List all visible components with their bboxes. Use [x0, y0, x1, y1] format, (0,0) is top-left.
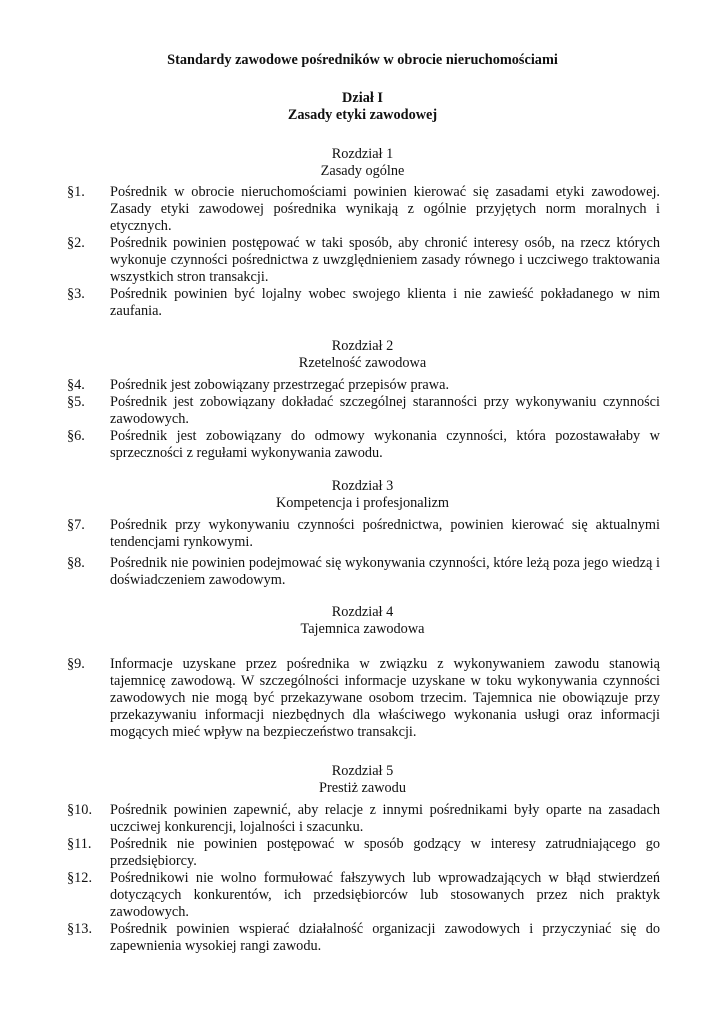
paragraph-number: §3. — [67, 286, 85, 302]
chapter-4-heading — [0, 604, 725, 638]
paragraph-number: §2. — [67, 235, 85, 251]
chapter-label: Rozdział 1 — [331, 146, 394, 162]
paragraph-text: Pośrednikowi nie wolno formułować fałszywych lub wprowadzających w błąd stwierdzeń dotyczących konkurentów, ich przedsiębiorców lub stosowanych przez nich praktyk zawodowych. — [110, 870, 660, 920]
paragraph-text: Pośrednik powinien postępować w taki sposób, aby chronić interesy osób, na rzecz których wykonuje czynności pośrednictwa z uwzględnieniem zasady równego i uczciwego traktowania wszystkich stron transakcji. — [110, 235, 660, 285]
chapter-title: Rzetelność zawodowa — [298, 355, 427, 371]
paragraph-text: Pośrednik przy wykonywaniu czynności pośrednictwa, powinien kierować się aktualnymi tendencjami rynkowymi. — [110, 517, 660, 550]
paragraph-text: Informacje uzyskane przez pośrednika w związku z wykonywaniem zawodu stanowią tajemnicę zawodową. W szczególności informacje uzyskane w toku wykonywania czynności zawodowych nie mogą być przekazywane osobom trzecim. Tajemnica nie obowiązuje przy przekazywaniu informacji niezbędnych dla właściwego wykonania usługi oraz informacji mogących mieć wpływ na bezpieczeństwo transakcji. — [110, 656, 660, 740]
chapter-title: Prestiż zawodu — [319, 780, 406, 796]
paragraph-number: §1. — [67, 184, 85, 200]
paragraph-text: Pośrednik jest zobowiązany dokładać szczególnej staranności przy wykonywaniu czynności zawodowych. — [110, 394, 660, 427]
chapter-1-heading — [0, 146, 725, 180]
paragraph-text: Pośrednik jest zobowiązany do odmowy wykonania czynności, która pozostawałaby w sprzeczności z regułami wykonywania zawodu. — [110, 428, 660, 461]
document-title: Standardy zawodowe pośredników w obrocie nieruchomościami — [167, 52, 558, 68]
paragraph-number: §7. — [67, 517, 85, 533]
paragraph-text: Pośrednik powinien zapewnić, aby relacje z innymi pośrednikami były oparte na zasadach uczciwej konkurencji, lojalności i szacunku. — [110, 802, 660, 835]
chapter-label: Rozdział 5 — [331, 763, 394, 779]
paragraph-number: §13. — [67, 921, 93, 937]
division-label: Dział I — [342, 90, 383, 106]
chapter-label: Rozdział 4 — [331, 604, 394, 620]
paragraph-number: §11. — [67, 836, 92, 852]
paragraph-number: §8. — [67, 555, 85, 571]
chapter-title: Tajemnica zawodowa — [300, 621, 425, 637]
paragraph-number: §10. — [67, 802, 93, 818]
chapter-label: Rozdział 2 — [331, 338, 394, 354]
paragraph-text: Pośrednik jest zobowiązany przestrzegać przepisów prawa. — [110, 377, 450, 393]
paragraph-text: Pośrednik nie powinien postępować w sposób godzący w interesy zatrudniającego go przedsiębiorcy. — [110, 836, 660, 869]
paragraph-number: §6. — [67, 428, 85, 444]
paragraph-number: §5. — [67, 394, 85, 410]
chapter-title: Zasady ogólne — [320, 163, 405, 179]
paragraph-text: Pośrednik nie powinien podejmować się wykonywania czynności, które leżą poza jego wiedzą i doświadczeniem zawodowym. — [110, 555, 660, 588]
paragraph-text: Pośrednik powinien wspierać działalność organizacji zawodowych i przyczyniać się do zapewnienia wysokiej rangi zawodu. — [110, 921, 660, 954]
chapter-3-heading — [0, 478, 725, 512]
paragraph-number: §4. — [67, 377, 85, 393]
paragraph-number: §12. — [67, 870, 93, 886]
chapter-5-heading — [0, 763, 725, 797]
chapter-title: Kompetencja i profesjonalizm — [275, 495, 450, 511]
paragraph-number: §9. — [67, 656, 85, 672]
paragraph-text: Pośrednik w obrocie nieruchomościami powinien kierować się zasadami etyki zawodowej. Zasady etyki zawodowej pośrednika wynikają z ogólnie przyjętych norm moralnych i etycznych. — [110, 184, 660, 234]
division-title: Zasady etyki zawodowej — [287, 107, 438, 123]
paragraph-text: Pośrednik powinien być lojalny wobec swojego klienta i nie zawieść pokładanego w nim zaufania. — [110, 286, 660, 319]
chapter-2-heading — [0, 338, 725, 372]
chapter-label: Rozdział 3 — [331, 478, 394, 494]
